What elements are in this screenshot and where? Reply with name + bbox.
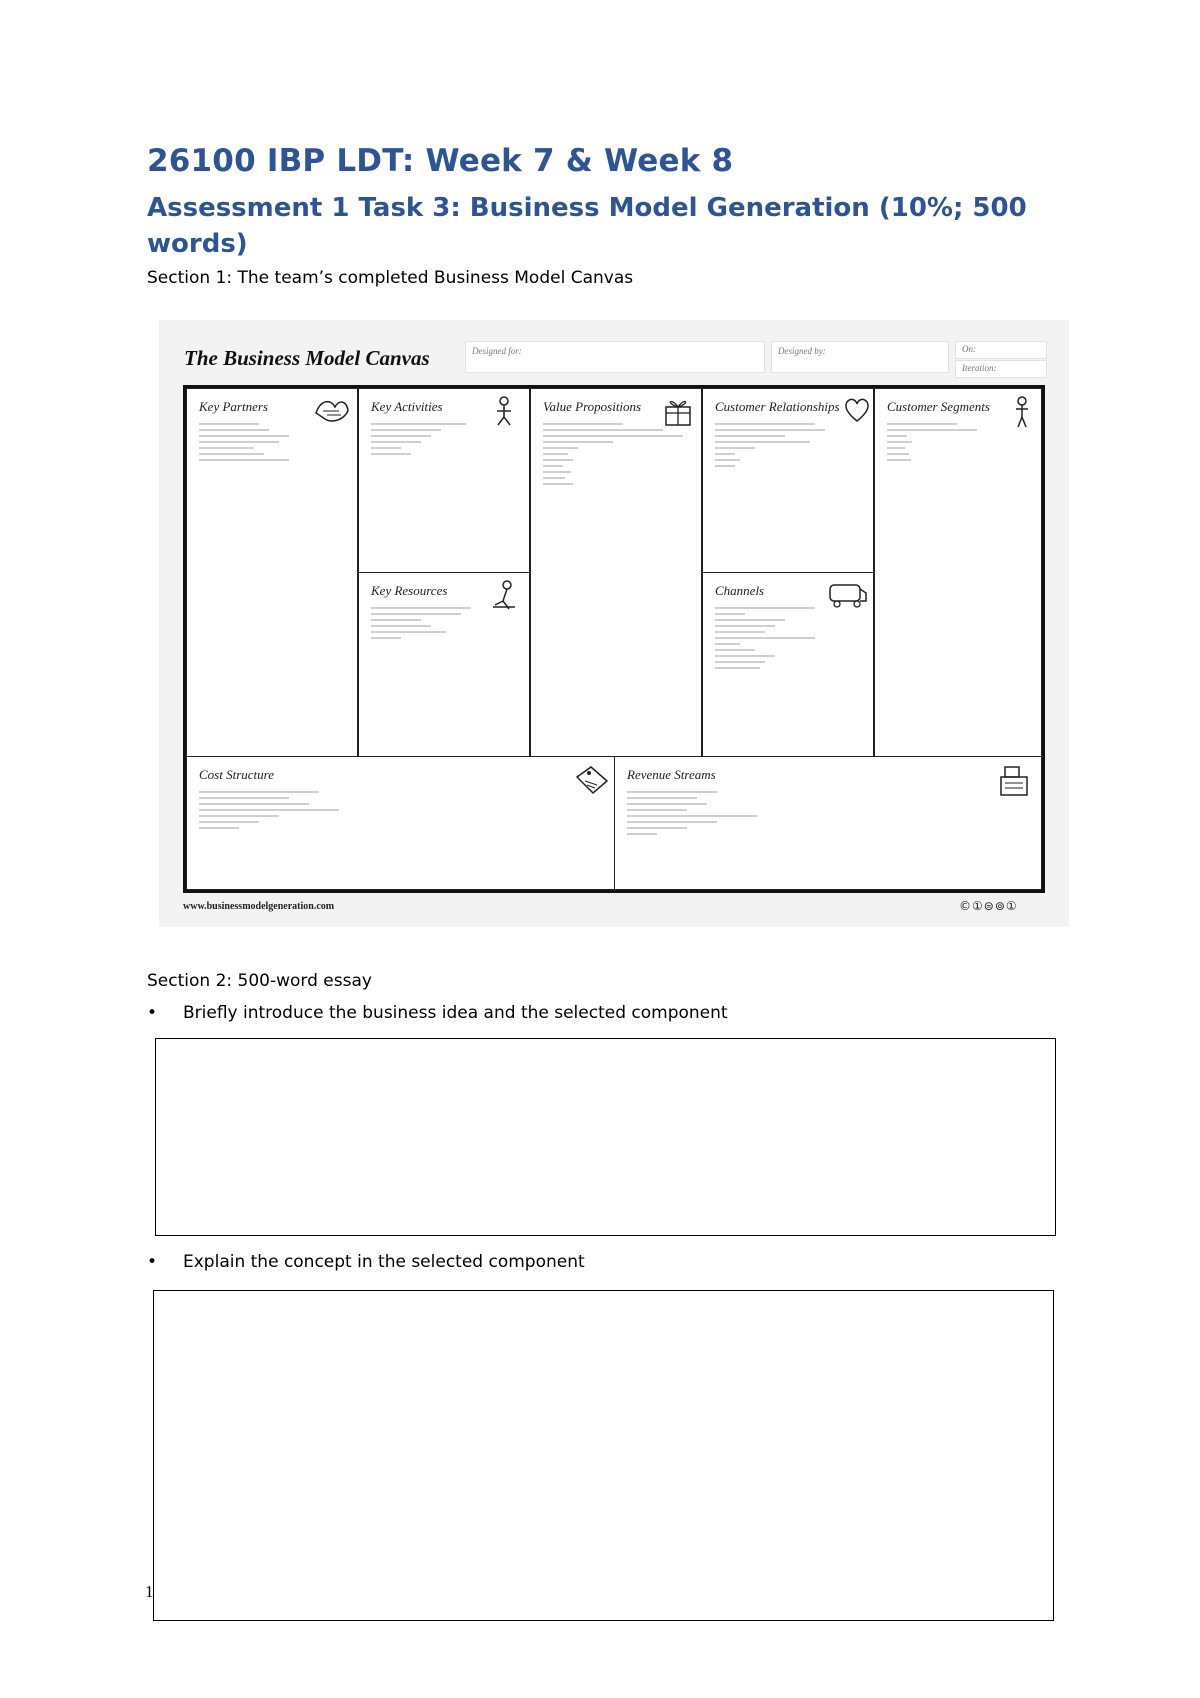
block-cost-structure: Cost Structure [186, 756, 615, 890]
iteration-field: Iteration: [955, 360, 1047, 378]
block-key-partners: Key Partners [186, 388, 358, 757]
designed-by-field: Designed by: [771, 341, 949, 373]
value-propositions-prompts [543, 423, 683, 489]
canvas-grid [183, 385, 1045, 893]
heart-icon [843, 397, 871, 423]
block-revenue-streams: Revenue Streams [614, 756, 1042, 890]
revenue-streams-prompts [627, 791, 757, 839]
license-icons: ©①⊜⊚① [959, 899, 1018, 913]
truck-icon [827, 579, 869, 609]
block-channels: Channels [702, 572, 874, 757]
key-activities-prompts [371, 423, 466, 459]
page-number: 1 [145, 1582, 154, 1601]
answer-box-intro[interactable] [155, 1038, 1056, 1236]
bullet-text: Explain the concept in the selected component [183, 1252, 585, 1272]
customer-segments-prompts [887, 423, 977, 465]
channels-prompts [715, 607, 815, 673]
block-customer-relationships: Customer Relationships [702, 388, 874, 573]
section-2-heading: Section 2: 500-word essay [147, 971, 372, 991]
block-customer-segments: Customer Segments [874, 388, 1042, 757]
bullet-symbol: • [147, 1003, 158, 1023]
canvas-title: The Business Model Canvas [184, 346, 430, 370]
cost-structure-prompts [199, 791, 339, 833]
document-subtitle: Assessment 1 Task 3: Business Model Generation (10%; 500 words) [147, 193, 1027, 259]
block-value-propositions: Value Propositions [530, 388, 702, 757]
business-model-canvas-image [159, 320, 1069, 927]
bullet-symbol: • [147, 1252, 158, 1272]
key-resources-prompts [371, 607, 471, 643]
resource-worker-icon [489, 579, 521, 611]
worker-icon [489, 395, 519, 427]
designed-for-field: Designed for: [465, 341, 765, 373]
person-icon [1009, 395, 1035, 429]
cash-register-icon [995, 763, 1031, 799]
block-key-activities: Key Activities [358, 388, 530, 573]
answer-box-concept[interactable] [153, 1290, 1054, 1621]
bullet-text: Briefly introduce the business idea and the selected component [183, 1003, 728, 1023]
section-1-heading: Section 1: The team’s completed Business Model Canvas [147, 268, 634, 288]
document-title: 26100 IBP LDT: Week 7 & Week 8 [147, 143, 734, 179]
handshake-icon [313, 395, 351, 425]
price-tag-icon [573, 763, 609, 795]
canvas-footer-url: www.businessmodelgeneration.com [183, 901, 335, 912]
customer-relationships-prompts [715, 423, 825, 471]
date-field: On: [955, 341, 1047, 359]
block-key-resources: Key Resources [358, 572, 530, 757]
key-partners-prompts [199, 423, 289, 465]
